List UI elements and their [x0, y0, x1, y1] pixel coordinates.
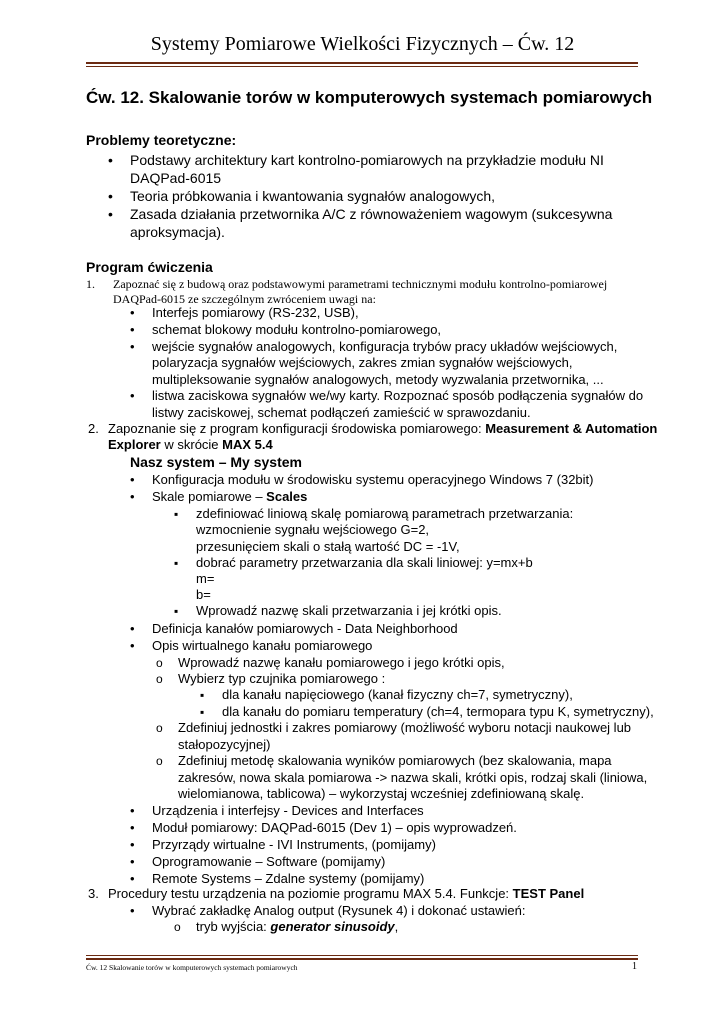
s2-bullet-ivi: • Przyrządy wirtualne - IVI Instruments, (pomijamy) — [152, 837, 436, 854]
s3-bullet-analog-output: • Wybrać zakładkę Analog output (Rysunek 4) i dokonać ustawień: — [152, 903, 525, 920]
s2-bullet-software: • Oprogramowanie – Software (pomijamy) — [152, 854, 385, 871]
my-system-heading: Nasz system – My system — [130, 454, 302, 470]
s2-bullet-module: • Moduł pomiarowy: DAQPad-6015 (Dev 1) – opis wyprowadzeń. — [152, 820, 517, 837]
vchannel-step-scaling: o Zdefiniuj metodę skalowania wyników pomiarowych (bez skalowania, mapa — [178, 753, 612, 770]
vchannel-step-scaling-cont-1: zakresów, nowa skala pomiarowa -> nazwa skali, krótki opis, rodzaj skali (liniowa, — [178, 770, 648, 785]
s2-bullet-config: • Konfiguracja modułu w środowisku systemu operacyjnego Windows 7 (32bit) — [152, 472, 594, 489]
scales-step-1-offset: przesunięciem skali o stałą wartość DC = -1V, — [196, 539, 460, 554]
step-3-number: 3. — [88, 886, 99, 901]
theory-heading: Problemy teoretyczne: — [86, 132, 237, 148]
program-heading: Program ćwiczenia — [86, 259, 213, 275]
theory-item-2: • Teoria próbkowania i kwantowania sygnałów analogowych, — [130, 187, 495, 205]
sensor-voltage: ▪ dla kanału napięciowego (kanał fizyczny ch=7, symetryczny), — [222, 687, 573, 704]
step-3-text: Procedury testu urządzenia na poziomie programu MAX 5.4. Funkcje: TEST Panel — [108, 886, 585, 901]
theory-item-1-cont: DAQPad-6015 — [130, 170, 222, 186]
s3-output-mode: o tryb wyjścia: generator sinusoidy, — [196, 919, 398, 936]
vchannel-step-name: o Wprowadź nazwę kanału pomiarowego i jego krótki opis, — [178, 655, 505, 672]
footer-rule-thin — [86, 955, 638, 956]
step-1-bullet-4-cont: listwy zaciskowej, schemat podłączeń zamieścić w sprawozdaniu. — [152, 405, 531, 420]
step-1-text: Zapoznać się z budową oraz podstawowymi parametrami technicznymi modułu kontrolno-pomiarowej — [113, 277, 608, 291]
theory-item-1: • Podstawy architektury kart kontrolno-pomiarowych na przykładzie modułu NI — [130, 151, 604, 169]
s2-bullet-channels: • Definicja kanałów pomiarowych - Data Neighborhood — [152, 621, 458, 638]
step-1-bullet-3-cont-1: polaryzacja sygnałów wejściowych, zakres zmian sygnałów wejściowych, — [152, 355, 573, 370]
header-rule-thin — [86, 66, 638, 67]
vchannel-step-sensor: o Wybierz typ czujnika pomiarowego : — [178, 671, 385, 688]
page-title: Ćw. 12. Skalowanie torów w komputerowych systemach pomiarowych — [86, 88, 653, 107]
s2-bullet-remote: • Remote Systems – Zdalne systemy (pomijamy) — [152, 871, 424, 888]
step-1-bullet-3-cont-2: multipleksowanie sygnałów analogowych, metody wyzwalania przetwornika, ... — [152, 372, 604, 387]
vchannel-step-units-cont: stałopozycyjnej) — [178, 737, 271, 752]
vchannel-step-scaling-cont-2: wielomianowa, tablicowa) – wykorzystaj wcześniej zdefiniowaną skalę. — [178, 786, 585, 801]
step-2-number: 2. — [88, 421, 99, 436]
step-1-bullet-3: • wejście sygnałów analogowych, konfiguracja trybów pracy układów wejściowych, — [152, 339, 617, 356]
sensor-temperature: ▪ dla kanału do pomiaru temperatury (ch=4, termopara typu K, symetryczny), — [222, 704, 654, 721]
theory-item-3: • Zasada działania przetwornika A/C z równoważeniem wagowym (sukcesywna — [130, 205, 612, 223]
scales-step-2: ▪ dobrać parametry przetwarzania dla skali liniowej: y=mx+b — [196, 555, 533, 572]
vchannel-step-units: o Zdefiniuj jednostki i zakres pomiarowy (możliwość wyboru notacji naukowej lub — [178, 720, 631, 737]
scales-step-2-m: m= — [196, 571, 215, 586]
step-1-bullet-4: • listwa zaciskowa sygnałów we/wy karty. Rozpoznać sposób podłączenia sygnałów do — [152, 388, 643, 405]
step-2-text-cont: Explorer w skrócie MAX 5.4 — [108, 437, 273, 452]
s2-bullet-virtual-channel: • Opis wirtualnego kanału pomiarowego — [152, 638, 372, 655]
scales-step-1-gain: wzmocnienie sygnału wejściowego G=2, — [196, 522, 430, 537]
scales-step-1: ▪ zdefiniować liniową skalę pomiarową parametrach przetwarzania: — [196, 506, 573, 523]
scales-step-2-b: b= — [196, 587, 211, 602]
header-rule — [86, 62, 638, 64]
footer-rule — [86, 958, 638, 960]
s2-bullet-devices: • Urządzenia i interfejsy - Devices and Interfaces — [152, 803, 424, 820]
s2-bullet-scales: • Skale pomiarowe – Scales — [152, 489, 307, 506]
scales-step-3: ▪ Wprowadź nazwę skali przetwarzania i jej krótki opis. — [196, 603, 502, 620]
running-header: Systemy Pomiarowe Wielkości Fizycznych – Ćw. 12 — [150, 33, 575, 55]
footer-note: Ćw. 12 Skalowanie torów w komputerowych systemach pomiarowych — [86, 963, 298, 972]
step-1-text-cont: DAQPad-6015 ze szczególnym zwróceniem uwagi na: — [113, 292, 376, 306]
step-2-text: Zapoznanie się z program konfiguracji środowiska pomiarowego: Measurement & Automation — [108, 421, 658, 436]
step-1-bullet-2: • schemat blokowy modułu kontrolno-pomiarowego, — [152, 322, 441, 339]
theory-item-3-cont: aproksymacja). — [130, 224, 225, 240]
step-1-number: 1. — [86, 277, 95, 291]
step-1-bullet-1: • Interfejs pomiarowy (RS-232, USB), — [152, 305, 359, 322]
page-number: 1 — [632, 961, 637, 972]
